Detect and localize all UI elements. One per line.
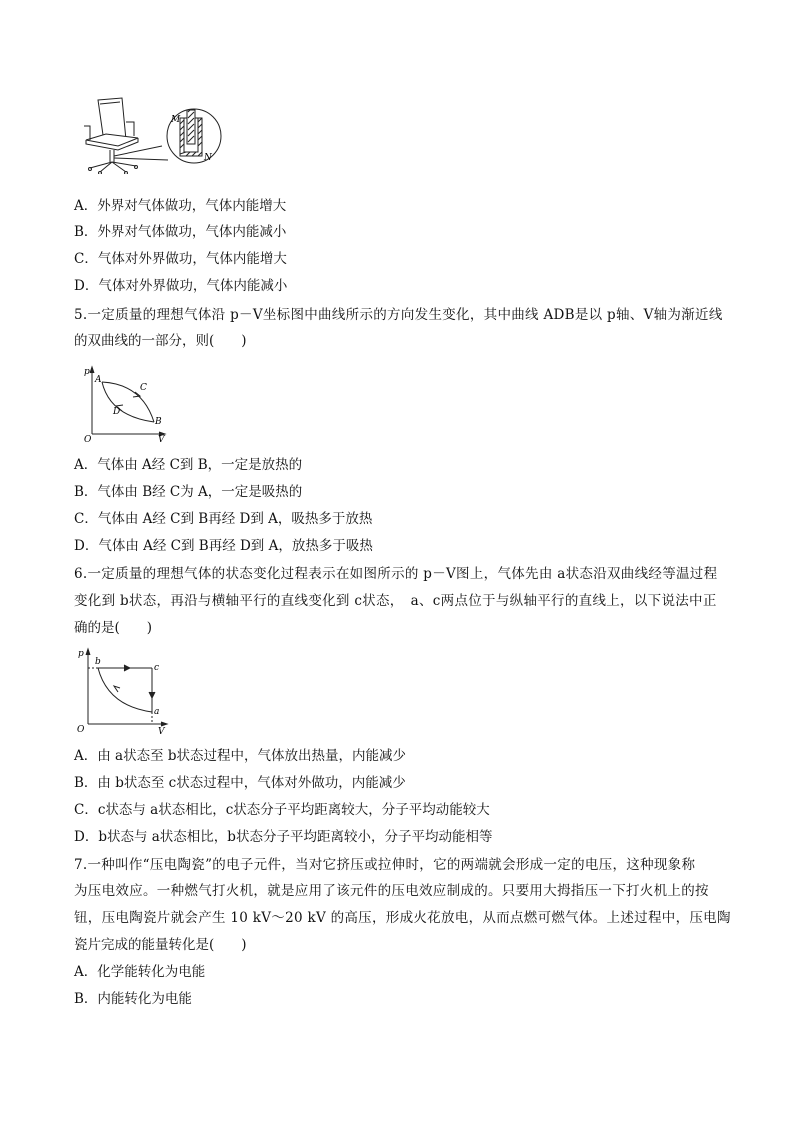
q6-option-c: C．c状态与 a状态相比，c状态分子平均距离较大，分子平均动能较大	[74, 802, 490, 818]
q6-stem-line-3: 确的是( )	[74, 620, 153, 636]
q7-stem-line-2: 为压电效应。一种燃气打火机，就是应用了该元件的压电效应制成的。只要用大拇指压一下打火机上的按	[74, 883, 709, 899]
q5-axis-p: p	[84, 367, 90, 377]
q5-point-d: D	[113, 407, 121, 417]
q7-stem-line-4: 瓷片完成的能量转化是( )	[74, 937, 247, 953]
figure-label-n: N	[204, 153, 212, 163]
q5-option-a: A．气体由 A经 C到 B，一定是放热的	[74, 457, 303, 473]
q7-option-b: B．内能转化为电能	[74, 991, 192, 1007]
q7-option-a: A．化学能转化为电能	[74, 964, 206, 980]
q5-option-d: D．气体由 A经 C到 B再经 D到 A，放热多于吸热	[74, 538, 373, 554]
q4-option-c: C．气体对外界做功，气体内能增大	[74, 251, 287, 267]
figure-label-m: M	[171, 115, 181, 125]
q6-option-a: A．由 a状态至 b状态过程中，气体放出热量，内能减少	[74, 748, 407, 764]
q6-pv-diagram	[74, 646, 172, 736]
q5-point-b: B	[155, 417, 162, 427]
q5-stem-line-2: 的双曲线的一部分，则( )	[74, 333, 247, 349]
chair-cylinder-figure	[76, 96, 226, 174]
q5-origin: O	[84, 435, 92, 444]
q4-option-b: B．外界对气体做功，气体内能减小	[74, 224, 287, 240]
q6-point-c: c	[154, 663, 160, 673]
q5-option-c: C．气体由 A经 C到 B再经 D到 A，吸热多于放热	[74, 511, 373, 527]
q5-option-b: B．气体由 B经 C为 A，一定是吸热的	[74, 484, 303, 500]
q5-point-a: A	[95, 375, 102, 385]
q6-axis-v: V	[158, 727, 165, 736]
q5-pv-diagram	[80, 364, 172, 444]
q7-stem-line-3: 钮，压电陶瓷片就会产生 10 kV～20 kV 的高压，形成火花放电，从而点燃可燃气体。上述过程中，压电陶	[74, 910, 731, 926]
q6-option-b: B．由 b状态至 c状态过程中，气体对外做功，内能减少	[74, 775, 406, 791]
q6-option-d: D．b状态与 a状态相比，b状态分子平均距离较小，分子平均动能相等	[74, 829, 493, 845]
q5-stem-line-1: 5.一定质量的理想气体沿 p－V坐标图中曲线所示的方向发生变化，其中曲线 ADB是以 p轴、V轴为渐近线	[74, 307, 723, 323]
q6-point-a: a	[154, 707, 160, 717]
q6-stem-line-2: 变化到 b状态，再沿与横轴平行的直线变化到 c状态， a、c两点位于与纵轴平行的直线上，以下说法中正	[74, 593, 717, 609]
q4-option-d: D．气体对外界做功，气体内能减小	[74, 278, 288, 294]
q4-option-a: A．外界对气体做功，气体内能增大	[74, 198, 287, 214]
q6-point-b: b	[95, 657, 101, 667]
q6-axis-p: p	[78, 649, 84, 659]
q5-point-c: C	[140, 383, 147, 393]
q5-axis-v: V	[158, 435, 165, 444]
q6-stem-line-1: 6.一定质量的理想气体的状态变化过程表示在如图所示的 p－V图上，气体先由 a状态沿双曲线经等温过程	[74, 566, 718, 582]
q7-stem-line-1: 7.一种叫作“压电陶瓷”的电子元件，当对它挤压或拉伸时，它的两端就会形成一定的电压，这种现象称	[74, 857, 696, 873]
q6-origin: O	[77, 725, 85, 735]
